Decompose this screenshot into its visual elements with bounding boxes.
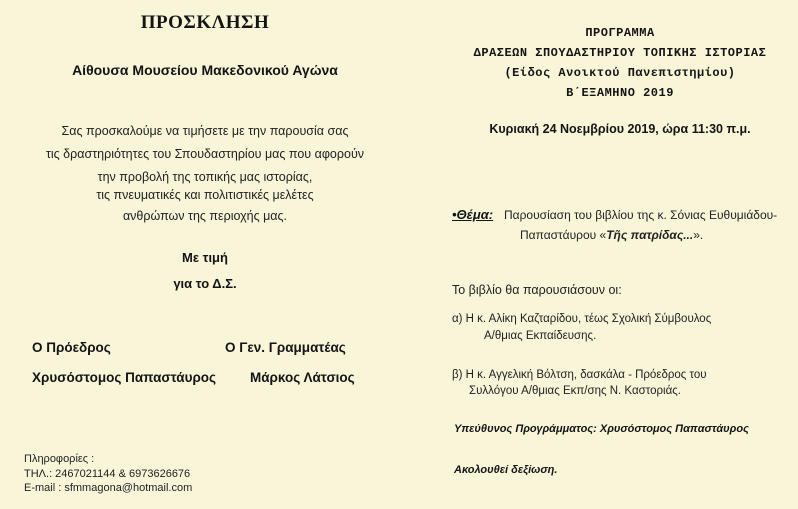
book-title: Τῆς πατρίδας... [606, 228, 694, 242]
invitation-paragraph-line-2: τις δραστηριότητες του Σπουδαστηρίου μας που αφορούν [45, 147, 365, 161]
presenter-a-line-1: α) Η κ. Αλίκη Καζταρίδου, τέως Σχολική Σύμβουλος [452, 313, 712, 325]
theme-description-line-2 [520, 228, 703, 242]
presenters-intro: Το βιβλίο θα παρουσιάσουν οι: [452, 283, 622, 297]
program-responsible: Υπεύθυνος Προγράμματος: Χρυσόστομος Παπαστάυρος [454, 423, 749, 435]
closing-board: για το Δ.Σ. [173, 276, 237, 291]
info-label: Πληροφορίες : [24, 453, 95, 465]
invitation-paragraph-line-1: Σας προσκαλούμε να τιμήσετε με την παρουσία σας [61, 124, 349, 138]
program-heading-line-3: (Είδος Ανοικτού Πανεπιστημίου) [504, 66, 736, 80]
president-name: Χρυσόστομος Παπαστάυρος [32, 370, 217, 385]
theme-prefix: Παπαστάυρου « [520, 228, 607, 242]
presenter-b-line-2: Συλλόγου Α/θμιας Εκπ/σης Ν. Καστοριάς. [469, 385, 681, 397]
invitation-title: ΠΡΟΣΚΛΗΣΗ [140, 12, 270, 33]
event-date: Κυριακή 24 Νοεμβρίου 2019, ώρα 11:30 π.μ. [489, 122, 751, 136]
reception-note: Ακολουθεί δεξίωση. [454, 464, 558, 476]
venue-name: Αίθουσα Μουσείου Μακεδονικού Αγώνα [72, 62, 338, 78]
invitation-paragraph-line-3: την προβολή της τοπικής μας ιστορίας, [97, 170, 313, 184]
program-heading-line-1: ΠΡΟΓΡΑΜΜΑ [585, 26, 655, 40]
program-heading-line-2: ΔΡΑΣΕΩΝ ΣΠΟΥΔΑΣΤΗΡΙΟΥ ΤΟΠΙΚΗΣ ΙΣΤΟΡΙΑΣ [473, 46, 767, 60]
secretary-name: Μάρκος Λάτσιος [250, 370, 355, 385]
closing-with-honor: Με τιμή [182, 250, 228, 265]
invitation-paragraph-line-4: τις πνευματικές και πολιτιστικές μελέτες [96, 188, 314, 202]
info-phone: ΤΗΛ.: 2467021144 & 6973626676 [24, 468, 191, 480]
theme-label: •Θέμα: [452, 207, 494, 222]
theme-description-line-1: Παρουσίαση του βιβλίου της κ. Σόνιας Ευθυμιάδου- [504, 208, 778, 222]
program-heading-line-4: Β΄ΕΞΑΜΗΝΟ 2019 [566, 86, 674, 100]
invitation-paragraph-line-5: ανθρώπων της περιοχής μας. [122, 209, 288, 223]
info-email: E-mail : sfmmagona@hotmail.com [24, 482, 193, 494]
theme-suffix: ». [693, 228, 704, 242]
secretary-title: Ο Γεν. Γραμματέας [225, 340, 346, 355]
presenter-b-line-1: β) Η κ. Αγγελική Βόλτση, δασκάλα - Πρόεδρος του [452, 369, 707, 381]
presenter-a-line-2: Α/θμιας Εκπαίδευσης. [484, 330, 597, 342]
president-title: Ο Πρόεδρος [32, 340, 111, 355]
